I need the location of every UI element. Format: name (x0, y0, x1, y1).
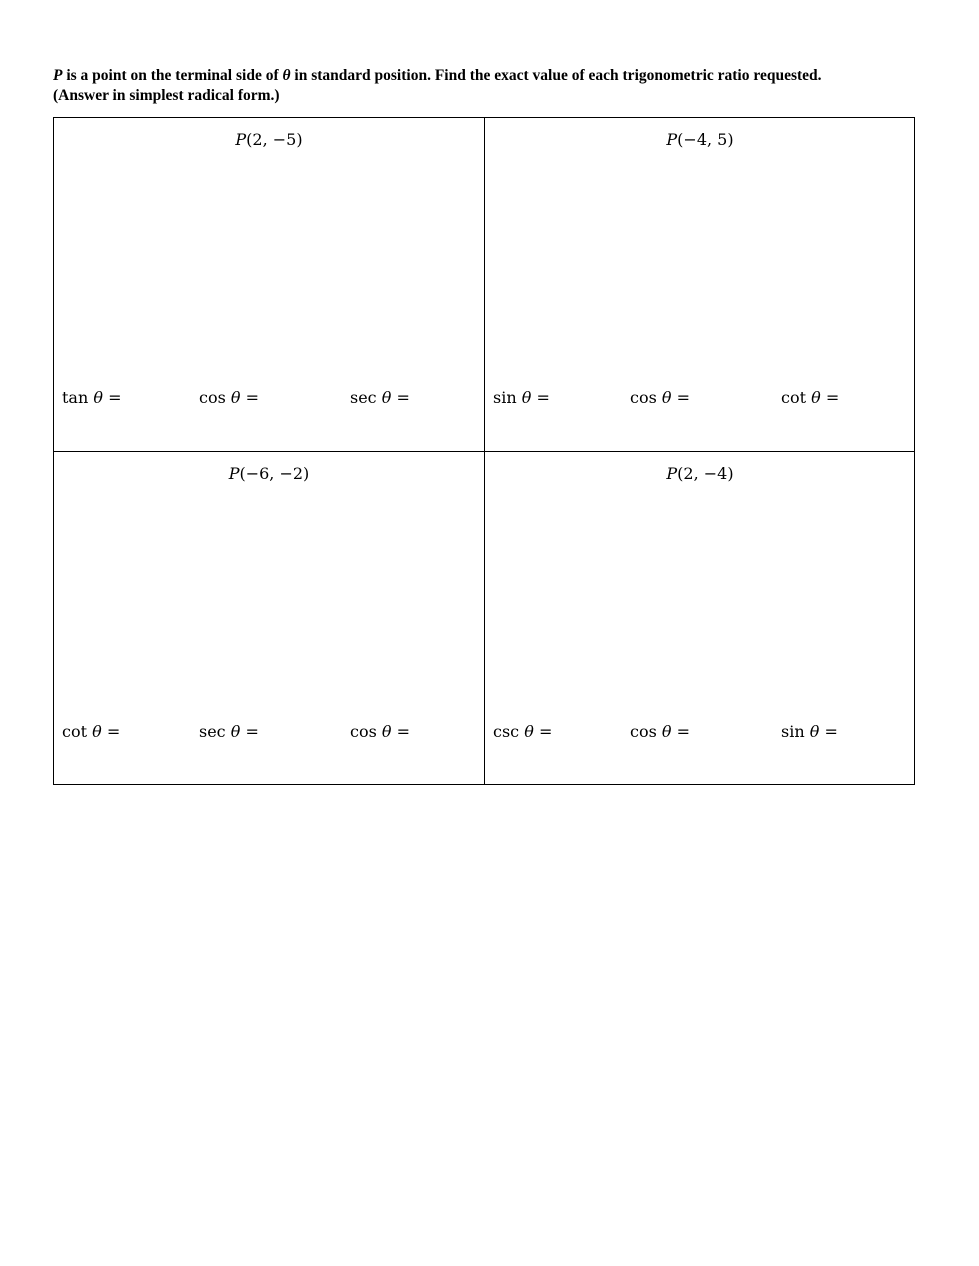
point-label: P (235, 130, 247, 149)
ratio-equals: = (391, 388, 410, 407)
ratio-prompt (350, 722, 410, 741)
problem-grid (53, 117, 915, 785)
ratio-function: sec (350, 388, 377, 407)
ratio-prompt (493, 388, 550, 407)
ratio-prompt (493, 722, 552, 741)
instructions-theta-symbol: θ (282, 67, 291, 84)
ratio-function: sin (493, 388, 517, 407)
ratio-equals: = (533, 722, 553, 741)
ratio-prompt (630, 722, 690, 741)
ratio-theta: θ (661, 388, 672, 407)
problem-point (485, 130, 915, 149)
ratio-function: cot (781, 388, 807, 407)
ratio-function: sec (199, 722, 226, 741)
ratio-theta: θ (811, 388, 821, 407)
ratio-theta: θ (230, 388, 241, 407)
instructions-p-symbol: P (53, 67, 63, 84)
ratio-prompt (781, 722, 838, 741)
problem-point (54, 464, 484, 483)
ratio-function: csc (493, 722, 520, 741)
instructions-line2: (Answer in simplest radical form.) (53, 87, 280, 104)
ratio-theta: θ (809, 722, 820, 741)
ratio-equals: = (819, 722, 838, 741)
problem-cell-4 (485, 452, 915, 785)
point-coords: (−6, −2) (239, 464, 310, 483)
problem-cell-3 (54, 452, 485, 785)
problem-point (54, 130, 484, 149)
ratio-theta: θ (381, 722, 392, 741)
ratio-function: cos (630, 388, 657, 407)
ratio-equals: = (101, 722, 121, 741)
ratio-theta: θ (230, 722, 241, 741)
point-label: P (666, 130, 678, 149)
point-label: P (666, 464, 678, 483)
ratio-prompt (62, 388, 122, 407)
ratio-prompt (350, 388, 410, 407)
ratio-prompt (630, 388, 690, 407)
ratio-theta: θ (381, 388, 392, 407)
ratio-prompt (199, 722, 259, 741)
instructions-part2: in standard position. Find the exact value of each trigonometric ratio requested. (290, 67, 822, 84)
ratio-theta: θ (92, 722, 102, 741)
ratio-prompt (781, 388, 839, 407)
ratio-equals: = (671, 388, 691, 407)
ratio-theta: θ (524, 722, 534, 741)
ratio-equals: = (240, 722, 259, 741)
ratio-function: cot (62, 722, 88, 741)
ratio-function: tan (62, 388, 89, 407)
ratio-equals: = (820, 388, 840, 407)
ratio-theta: θ (661, 722, 672, 741)
ratio-theta: θ (93, 388, 104, 407)
ratio-equals: = (240, 388, 260, 407)
point-coords: (−4, 5) (677, 130, 734, 149)
problem-cell-2 (485, 118, 915, 452)
ratio-function: cos (350, 722, 377, 741)
problem-point (485, 464, 915, 483)
ratio-equals: = (103, 388, 122, 407)
instructions-part1: is a point on the terminal side of (62, 67, 283, 84)
ratio-function: sin (781, 722, 805, 741)
problem-cell-1 (54, 118, 485, 452)
ratio-function: cos (199, 388, 226, 407)
ratio-function: cos (630, 722, 657, 741)
instructions (53, 66, 933, 106)
point-label: P (228, 464, 240, 483)
ratio-prompt (199, 388, 259, 407)
point-coords: (2, −5) (246, 130, 303, 149)
point-coords: (2, −4) (677, 464, 734, 483)
ratio-prompt (62, 722, 120, 741)
ratio-theta: θ (521, 388, 532, 407)
ratio-equals: = (671, 722, 691, 741)
ratio-equals: = (391, 722, 411, 741)
ratio-equals: = (531, 388, 550, 407)
